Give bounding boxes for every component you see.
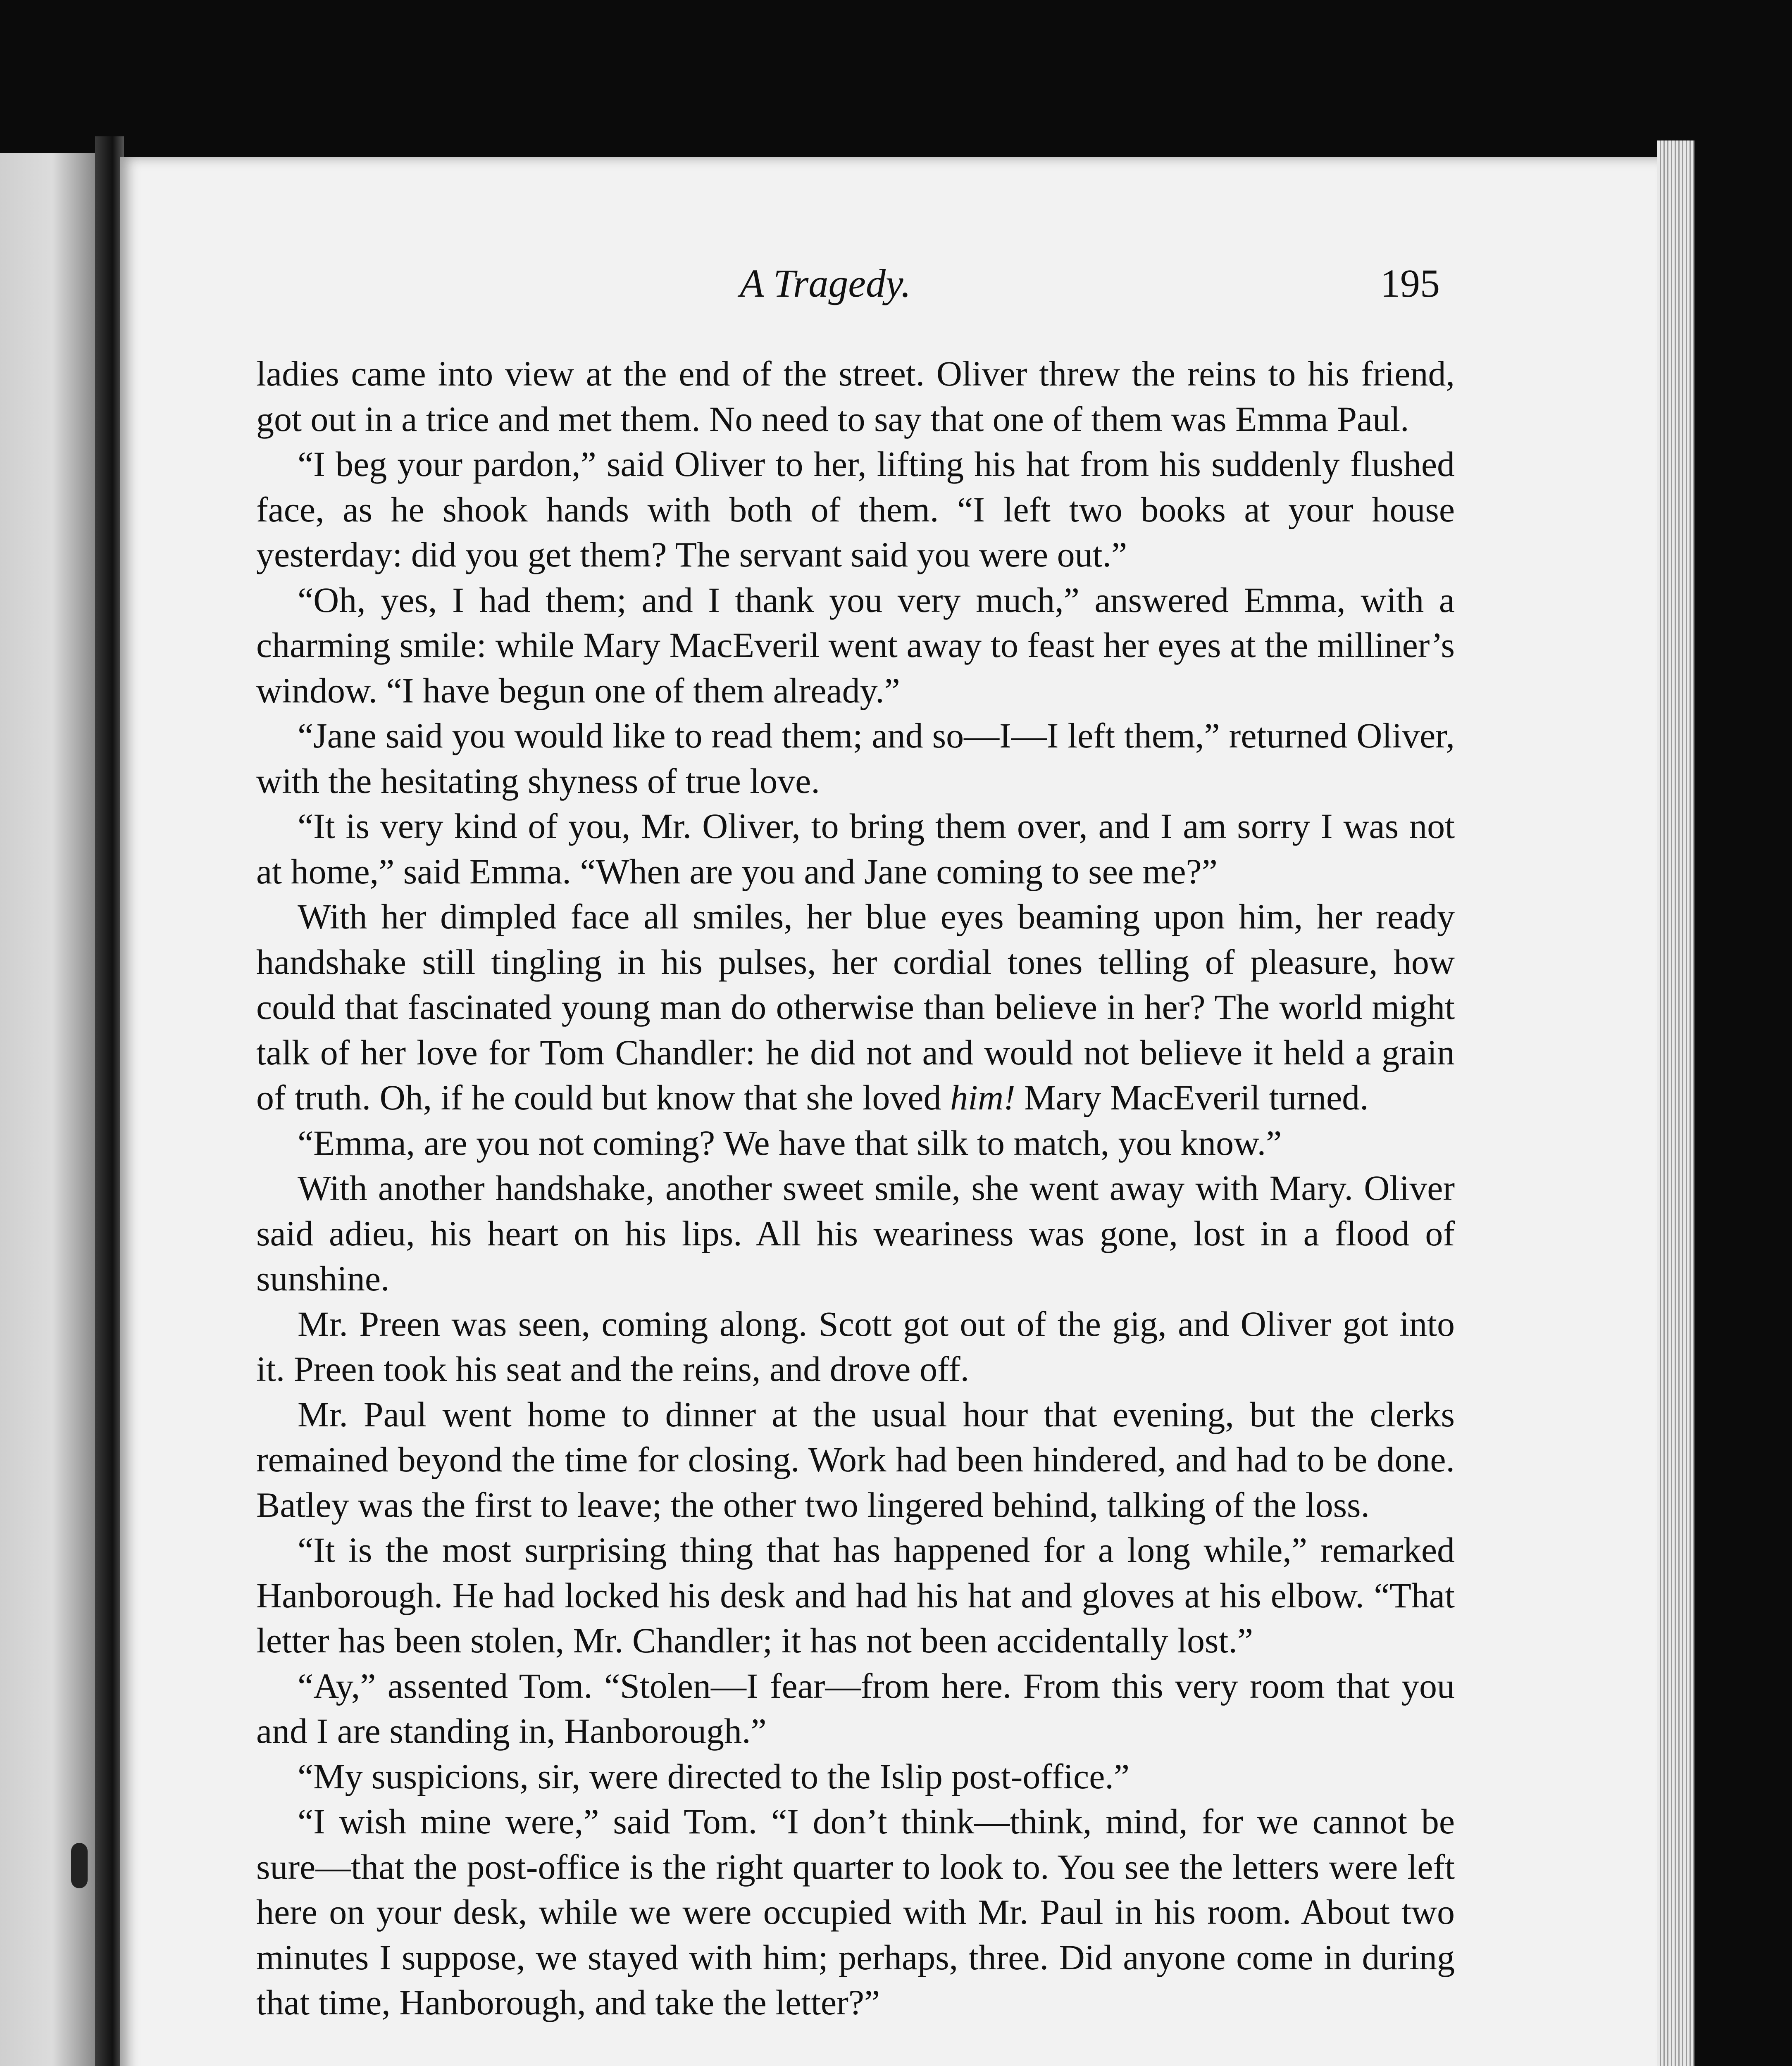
emphasis-text: him!	[950, 1078, 1015, 1117]
paragraph-text: ladies came into view at the end of the street. Oliver threw the reins to his friend, got out in a trice and met them. No need to say that one of them was Emma Paul.	[256, 354, 1455, 439]
paragraph-text: “Oh, yes, I had them; and I thank you very much,” answered Emma, with a charming smile: while Mary MacEveril went away to feast her eyes at the milliner’s window. “I have begun one of them already.”	[256, 580, 1455, 710]
paragraph-text: “I wish mine were,” said Tom. “I don’t think—think, mind, for we cannot be sure—that the post-office is the right quarter to look to. You see the letters were left here on your desk, while we were occupied with Mr. Paul in his room. About two minutes I suppose, we stayed with him; perhaps, three. Did anyone come in during that time, Hanborough, and take the letter?”	[256, 1802, 1455, 2022]
paragraph-text: With her dimpled face all smiles, her blue eyes beaming upon him, her ready handshake still tingling in his pulses, her cordial tones telling of pleasure, how could that fascinated young man do otherwise than believe in her? The world might talk of her love for Tom Chandler: he did not and would not believe it held a grain of truth. Oh, if he could but know that she loved	[256, 897, 1455, 1117]
page-stack-edge	[1657, 140, 1694, 2066]
left-page-edge	[0, 153, 95, 2066]
paragraph-text: Mr. Preen was seen, coming along. Scott got out of the gig, and Oliver got into it. Preen took his seat and the reins, and drove off.	[256, 1304, 1455, 1389]
paragraph-text: “Ay,” assented Tom. “Stolen—I fear—from here. From this very room that you and I are standing in, Hanborough.”	[256, 1666, 1455, 1751]
paragraph	[256, 804, 1455, 894]
paragraph	[256, 1528, 1455, 1664]
body-text	[256, 351, 1455, 2026]
page-number: 195	[1380, 261, 1440, 305]
paragraph-text: “Emma, are you not coming? We have that silk to match, you know.”	[298, 1123, 1282, 1163]
paragraph-text: “It is very kind of you, Mr. Oliver, to bring them over, and I am sorry I was not at home,” said Emma. “When are you and Jane coming to see me?”	[256, 806, 1455, 891]
paragraph	[256, 1754, 1455, 1799]
paragraph	[256, 1302, 1455, 1392]
paragraph-text: Mr. Paul went home to dinner at the usual hour that evening, but the clerks remained beyond the time for closing. Work had been hindered, and had to be done. Batley was the first to leave; the other two lingered behind, talking of the loss.	[256, 1394, 1455, 1525]
paragraph	[256, 1166, 1455, 1302]
paragraph	[256, 1121, 1455, 1166]
paragraph-text: “It is the most surprising thing that has happened for a long while,” remarked Hanborough. He had locked his desk and had his hat and gloves at his elbow. “That letter has been stolen, Mr. Chandler; it has not been accidentally lost.”	[256, 1530, 1455, 1660]
paragraph	[256, 1799, 1455, 2026]
paragraph	[256, 894, 1455, 1121]
paragraph-text: Mary MacEveril turned.	[1015, 1078, 1369, 1117]
paragraph	[256, 1392, 1455, 1528]
binding-clip	[71, 1843, 88, 1888]
paragraph	[256, 442, 1455, 578]
paragraph	[256, 713, 1455, 804]
paragraph	[256, 578, 1455, 714]
paragraph-text: “I beg your pardon,” said Oliver to her, lifting his hat from his suddenly flushed face, as he shook hands with both of them. “I left two books at your house yesterday: did you get them? The servant said you were out.”	[256, 444, 1455, 574]
running-head: A Tragedy.	[740, 261, 911, 305]
paragraph-text: With another handshake, another sweet smile, she went away with Mary. Oliver said adieu, his heart on his lips. All his weariness was gone, lost in a flood of sunshine.	[256, 1168, 1455, 1298]
paragraph-text: “My suspicions, sir, were directed to the Islip post-office.”	[298, 1756, 1130, 1796]
paragraph-text: “Jane said you would like to read them; and so—I—I left them,” returned Oliver, with the hesitating shyness of true love.	[256, 716, 1455, 801]
paragraph	[256, 351, 1455, 442]
paragraph	[256, 1664, 1455, 1754]
